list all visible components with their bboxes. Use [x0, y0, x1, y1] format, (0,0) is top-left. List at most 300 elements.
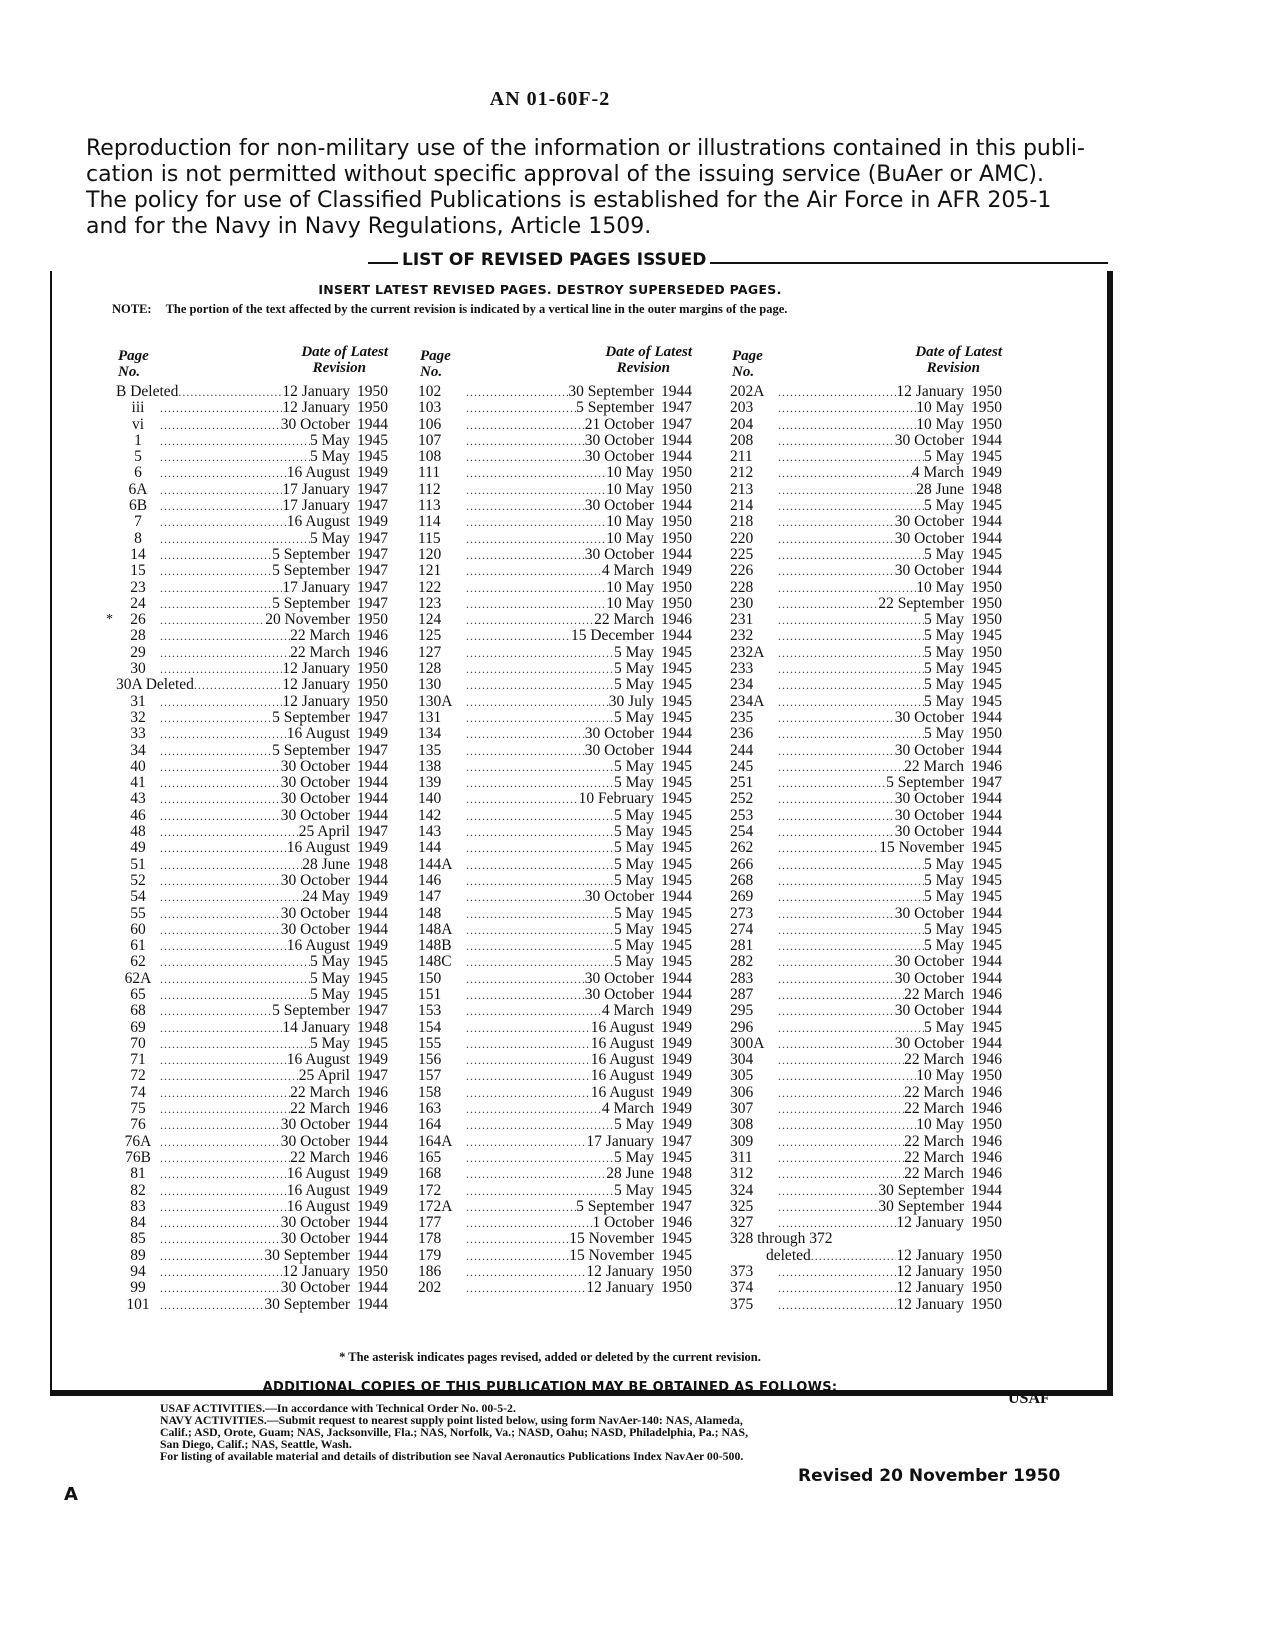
page-number: 148B — [418, 937, 452, 955]
page-number: 268 — [730, 871, 754, 889]
page-entry — [116, 1166, 388, 1182]
column-header — [418, 344, 692, 384]
revision-year: 1944 — [661, 431, 692, 449]
dot-leader — [466, 824, 614, 840]
page-entry — [730, 889, 1002, 905]
revision-year: 1947 — [357, 1002, 388, 1020]
page-number: 148A — [418, 920, 453, 938]
revision-date: 30 October — [894, 806, 964, 824]
page-number: 85 — [130, 1230, 146, 1248]
page-entry — [730, 759, 1002, 775]
page-entry — [418, 531, 692, 547]
page-entry — [116, 1231, 388, 1247]
revision-year: 1949 — [661, 1067, 692, 1085]
page-number: 94 — [130, 1263, 146, 1281]
page-entry — [730, 547, 1002, 563]
page-entry — [116, 482, 388, 498]
page-number: 374 — [730, 1279, 754, 1297]
revision-year: 1949 — [357, 937, 388, 955]
page-number: 251 — [730, 774, 754, 792]
page-number: 254 — [730, 823, 754, 841]
page-entry — [116, 1003, 388, 1019]
dot-leader — [466, 1085, 591, 1101]
revision-year: 1944 — [661, 627, 692, 645]
revision-date: 30 October — [280, 1230, 350, 1248]
page-number: 125 — [418, 627, 442, 645]
revision-year: 1950 — [357, 1263, 388, 1281]
page-number: 127 — [418, 643, 442, 661]
revision-date: 21 October — [584, 415, 654, 433]
revision-date: 16 August — [286, 1165, 350, 1183]
revision-date: 5 May — [613, 774, 654, 792]
dot-leader — [778, 384, 896, 400]
page-entry — [116, 791, 388, 807]
page-number: 165 — [418, 1148, 442, 1166]
revision-date: 30 October — [894, 1002, 964, 1020]
revision-year: 1950 — [357, 676, 388, 694]
page-number: 253 — [730, 806, 754, 824]
page-number: 154 — [418, 1018, 442, 1036]
page-entry — [418, 710, 692, 726]
revision-date: 10 February — [578, 790, 654, 808]
page-entry — [418, 677, 692, 693]
page-entry — [418, 1134, 692, 1150]
revision-date: 30 October — [280, 1279, 350, 1297]
page-number: 28 — [130, 627, 146, 645]
page-entry — [730, 824, 1002, 840]
revision-date: 5 May — [923, 855, 964, 873]
page-entry — [418, 808, 692, 824]
page-entry — [116, 1134, 388, 1150]
page-entry — [116, 775, 388, 791]
revision-year: 1946 — [357, 643, 388, 661]
dot-leader — [466, 612, 594, 628]
revision-year: 1945 — [971, 855, 1002, 873]
dot-leader — [778, 743, 895, 759]
page-entry — [418, 1085, 692, 1101]
dot-leader — [466, 971, 585, 987]
page-number: 235 — [730, 708, 754, 726]
page-number: 46 — [130, 806, 146, 824]
dot-leader — [466, 954, 614, 970]
dot-leader — [466, 661, 614, 677]
revision-year: 1950 — [357, 611, 388, 629]
revision-date: 30 October — [584, 448, 654, 466]
revision-date: 15 December — [570, 627, 654, 645]
page-entry — [730, 1052, 1002, 1068]
page-entry — [418, 791, 692, 807]
usaf-tag: USAF — [1008, 1390, 1050, 1407]
dot-leader — [160, 775, 281, 791]
revision-date: 12 January — [896, 1279, 964, 1297]
revision-date: 16 August — [590, 1034, 654, 1052]
page-number: 32 — [130, 708, 146, 726]
page-number: 49 — [130, 839, 146, 857]
dot-leader — [778, 1199, 878, 1215]
page-number: 115 — [418, 529, 441, 547]
revision-year: 1950 — [971, 1214, 1002, 1232]
dot-leader — [160, 580, 282, 596]
revision-year: 1948 — [661, 1165, 692, 1183]
page-entry — [418, 759, 692, 775]
page-entry — [730, 628, 1002, 644]
page-entry — [730, 645, 1002, 661]
revision-date: 12 January — [896, 1263, 964, 1281]
page-number: 307 — [730, 1100, 754, 1118]
revision-date: 5 May — [923, 545, 964, 563]
page-number: 226 — [730, 562, 754, 580]
revision-date: 5 May — [923, 676, 964, 694]
page-entry — [418, 433, 692, 449]
revision-year: 1945 — [661, 676, 692, 694]
dot-leader — [466, 645, 614, 661]
page-entry — [418, 889, 692, 905]
revision-year: 1945 — [661, 790, 692, 808]
dot-leader — [466, 694, 609, 710]
revision-year: 1950 — [661, 480, 692, 498]
page-entry — [730, 1248, 1002, 1264]
revision-date: 22 March — [904, 1051, 964, 1069]
page-entry — [730, 465, 1002, 481]
revision-date: 4 March — [601, 1002, 654, 1020]
revision-date: 10 May — [916, 578, 964, 596]
page-entry — [730, 1085, 1002, 1101]
revision-year: 1946 — [971, 757, 1002, 775]
revision-date: 12 January — [282, 660, 350, 678]
page-number: 65 — [130, 985, 146, 1003]
page-number: 281 — [730, 937, 754, 955]
page-number: 147 — [418, 888, 442, 906]
revision-date: 5 September — [272, 708, 350, 726]
revision-year: 1945 — [661, 839, 692, 857]
revision-year: 1944 — [661, 545, 692, 563]
revision-date: 5 May — [309, 1034, 350, 1052]
dot-leader — [160, 824, 299, 840]
revision-date: 30 October — [894, 741, 964, 759]
page-number: 102 — [418, 383, 442, 400]
page-number: 122 — [418, 578, 442, 596]
dot-leader — [160, 889, 302, 905]
dot-leader — [778, 1166, 904, 1182]
dot-leader — [466, 1183, 614, 1199]
dot-leader — [778, 449, 924, 465]
page-entry — [730, 1068, 1002, 1084]
revision-year: 1945 — [971, 1018, 1002, 1036]
revision-year: 1944 — [661, 383, 692, 400]
revision-year: 1950 — [357, 399, 388, 417]
dot-leader — [778, 759, 904, 775]
dot-leader — [160, 873, 281, 889]
page-entry — [418, 906, 692, 922]
revision-year: 1948 — [357, 855, 388, 873]
revision-date: 5 May — [923, 611, 964, 629]
page-entry — [730, 677, 1002, 693]
dot-leader — [466, 1068, 591, 1084]
revision-year: 1944 — [971, 1181, 1002, 1199]
page-number: 304 — [730, 1051, 754, 1069]
dot-leader — [778, 1036, 895, 1052]
revision-year: 1949 — [357, 1197, 388, 1215]
dot-leader — [778, 498, 924, 514]
dot-leader — [160, 1150, 290, 1166]
page-entry — [116, 465, 388, 481]
dot-leader — [160, 465, 287, 481]
page-entry — [116, 1085, 388, 1101]
dot-leader — [466, 1052, 591, 1068]
page-entry — [418, 628, 692, 644]
dot-leader — [160, 1166, 287, 1182]
revision-date: 17 January — [586, 1132, 654, 1150]
revision-year: 1949 — [661, 562, 692, 580]
page-entry — [730, 922, 1002, 938]
dot-leader — [160, 449, 310, 465]
page-entry — [418, 1248, 692, 1264]
page-number: 106 — [418, 415, 442, 433]
dot-leader — [466, 1117, 614, 1133]
dot-leader — [778, 906, 895, 922]
page-number: 30A Deleted — [116, 676, 194, 694]
page-number: 305 — [730, 1067, 754, 1085]
revision-header: Revision — [312, 360, 366, 376]
dot-leader — [466, 840, 614, 856]
page-number: 51 — [130, 855, 146, 873]
revision-year: 1950 — [661, 513, 692, 531]
page-entry — [116, 694, 388, 710]
page-number: 220 — [730, 529, 754, 547]
revision-date: 16 August — [286, 1181, 350, 1199]
dot-leader — [466, 938, 614, 954]
date-header: Date of Latest — [301, 344, 388, 360]
revision-date: 5 September — [272, 562, 350, 580]
dot-leader — [466, 791, 579, 807]
distribution-line: USAF ACTIVITIES.—In accordance with Technical Order No. 00-5-2. — [160, 1401, 516, 1415]
page-number: 81 — [130, 1165, 146, 1183]
revision-date: 30 October — [894, 562, 964, 580]
revision-date: 17 January — [282, 480, 350, 498]
dot-leader — [466, 1036, 591, 1052]
page-entry — [418, 694, 692, 710]
page-number: 72 — [130, 1067, 146, 1085]
dot-leader — [811, 1248, 897, 1264]
revision-date: 5 May — [923, 871, 964, 889]
revision-year: 1945 — [971, 888, 1002, 906]
revision-year: 1949 — [357, 513, 388, 531]
page-number: 306 — [730, 1083, 754, 1101]
dot-leader — [160, 1280, 281, 1296]
date-header: Date of Latest — [605, 344, 692, 360]
revision-year: 1945 — [357, 953, 388, 971]
page-number: 138 — [418, 757, 442, 775]
dot-leader — [194, 677, 283, 693]
revision-date: 10 May — [916, 1067, 964, 1085]
dot-leader — [160, 417, 281, 433]
revision-year: 1945 — [357, 985, 388, 1003]
page-number: 186 — [418, 1263, 442, 1281]
page-entry — [418, 1199, 692, 1215]
revision-date: 30 October — [584, 888, 654, 906]
revised-date: Revised 20 November 1950 — [798, 1466, 1061, 1486]
pages-column-3 — [730, 344, 1002, 1313]
dot-leader — [160, 1199, 287, 1215]
page-number: 7 — [134, 513, 142, 531]
page-number: 139 — [418, 774, 442, 792]
revision-date: 5 May — [613, 1116, 654, 1134]
page-entry — [418, 873, 692, 889]
revision-year: 1947 — [357, 497, 388, 515]
revision-year: 1945 — [971, 448, 1002, 466]
revision-year: 1946 — [357, 1100, 388, 1118]
date-header: Date of Latest — [915, 344, 1002, 360]
dot-leader — [160, 498, 282, 514]
revision-year: 1949 — [661, 1002, 692, 1020]
dot-leader — [466, 580, 606, 596]
page-number: 103 — [418, 399, 442, 417]
dot-leader — [160, 1036, 310, 1052]
revision-year: 1944 — [357, 871, 388, 889]
dot-leader — [778, 987, 904, 1003]
revision-date: 5 September — [272, 545, 350, 563]
page-number: 244 — [730, 741, 754, 759]
revision-date: 5 September — [576, 1197, 654, 1215]
page-number: 324 — [730, 1181, 754, 1199]
dot-leader — [160, 808, 281, 824]
revision-date: 4 March — [601, 562, 654, 580]
page-rows — [106, 383, 388, 1313]
dot-leader — [778, 938, 924, 954]
revision-year: 1944 — [971, 529, 1002, 547]
page-number: 308 — [730, 1116, 754, 1134]
page-number: 164 — [418, 1116, 442, 1134]
dot-leader — [466, 1150, 614, 1166]
page-number: 300A — [730, 1034, 765, 1052]
revision-date: 5 September — [576, 399, 654, 417]
page-entry — [418, 1003, 692, 1019]
revision-date: 17 January — [282, 497, 350, 515]
page-entry — [418, 563, 692, 579]
revision-date: 12 January — [896, 383, 964, 400]
note-label: NOTE: — [112, 302, 152, 316]
dot-leader — [778, 1101, 904, 1117]
dot-leader — [466, 1199, 576, 1215]
revision-year: 1944 — [357, 1116, 388, 1134]
revision-date: 5 May — [613, 1148, 654, 1166]
dot-leader — [778, 628, 924, 644]
dot-leader — [466, 873, 614, 889]
page-entry — [730, 1134, 1002, 1150]
page-number: 60 — [130, 920, 146, 938]
dot-leader — [466, 531, 606, 547]
revision-date: 30 October — [894, 431, 964, 449]
revision-year: 1950 — [971, 415, 1002, 433]
revision-year: 1949 — [357, 888, 388, 906]
revision-date: 30 October — [280, 774, 350, 792]
page-entry — [116, 726, 388, 742]
revision-date: 16 August — [286, 937, 350, 955]
revision-year: 1950 — [357, 383, 388, 400]
page-number: 296 — [730, 1018, 754, 1036]
revision-year: 1945 — [971, 676, 1002, 694]
revision-date: 28 June — [916, 480, 964, 498]
page-number: 135 — [418, 741, 442, 759]
page-entry — [418, 840, 692, 856]
page-number: 230 — [730, 594, 754, 612]
note-text: The portion of the text affected by the current revision is indicated by a vertical line in the outer margins of the page. — [165, 302, 788, 316]
dot-leader — [466, 1134, 586, 1150]
page-entry — [116, 1199, 388, 1215]
revision-date: 30 October — [894, 904, 964, 922]
revision-year: 1944 — [661, 497, 692, 515]
dot-leader — [778, 1068, 916, 1084]
page-entry — [116, 971, 388, 987]
page-number: 5 — [134, 448, 142, 466]
dot-leader — [778, 677, 924, 693]
revision-year: 1944 — [971, 708, 1002, 726]
dot-leader — [160, 938, 287, 954]
revision-year: 1945 — [971, 497, 1002, 515]
revision-date: 5 May — [923, 627, 964, 645]
dot-leader — [466, 1280, 586, 1296]
revision-date: 12 January — [586, 1279, 654, 1297]
page-number: 1 — [134, 431, 142, 449]
revision-date: 30 September — [568, 383, 654, 400]
page-entry — [116, 1280, 388, 1296]
revision-year: 1945 — [661, 1246, 692, 1264]
revision-date: 30 October — [280, 871, 350, 889]
page-number: 8 — [134, 529, 142, 547]
revision-year: 1949 — [357, 1165, 388, 1183]
page-header-no: No. — [420, 364, 443, 380]
revision-date: 5 May — [613, 871, 654, 889]
page-number: 70 — [130, 1034, 146, 1052]
revision-date: 16 August — [286, 513, 350, 531]
revision-year: 1945 — [971, 660, 1002, 678]
page-entry — [730, 1199, 1002, 1215]
revision-year: 1946 — [357, 627, 388, 645]
page-entry — [116, 1215, 388, 1231]
dot-leader — [466, 433, 585, 449]
page-entry — [418, 449, 692, 465]
revision-date: 4 March — [911, 464, 964, 482]
page-entry — [418, 743, 692, 759]
revision-date: 30 September — [264, 1295, 350, 1313]
page-number: 61 — [130, 937, 146, 955]
dot-leader — [160, 1248, 264, 1264]
page-number: 41 — [130, 774, 146, 792]
dot-leader — [466, 628, 571, 644]
revision-year: 1947 — [357, 562, 388, 580]
dot-leader — [778, 726, 924, 742]
page-number: 266 — [730, 855, 754, 873]
dot-leader — [778, 1020, 924, 1036]
dot-leader — [778, 514, 895, 530]
revision-year: 1944 — [971, 904, 1002, 922]
page-entry — [116, 840, 388, 856]
revision-date: 10 May — [606, 480, 654, 498]
page-entry — [116, 1101, 388, 1117]
page-number: 69 — [130, 1018, 146, 1036]
page-number: 375 — [730, 1295, 754, 1313]
revision-year: 1945 — [971, 839, 1002, 857]
revision-date: 5 September — [272, 741, 350, 759]
page-number: 168 — [418, 1165, 442, 1183]
page-entry — [418, 1264, 692, 1280]
revision-date: 22 March — [290, 1148, 350, 1166]
page-entry — [116, 449, 388, 465]
revision-date: 30 October — [584, 545, 654, 563]
page-number: 273 — [730, 904, 754, 922]
page-number: 156 — [418, 1051, 442, 1069]
page-entry — [418, 1183, 692, 1199]
